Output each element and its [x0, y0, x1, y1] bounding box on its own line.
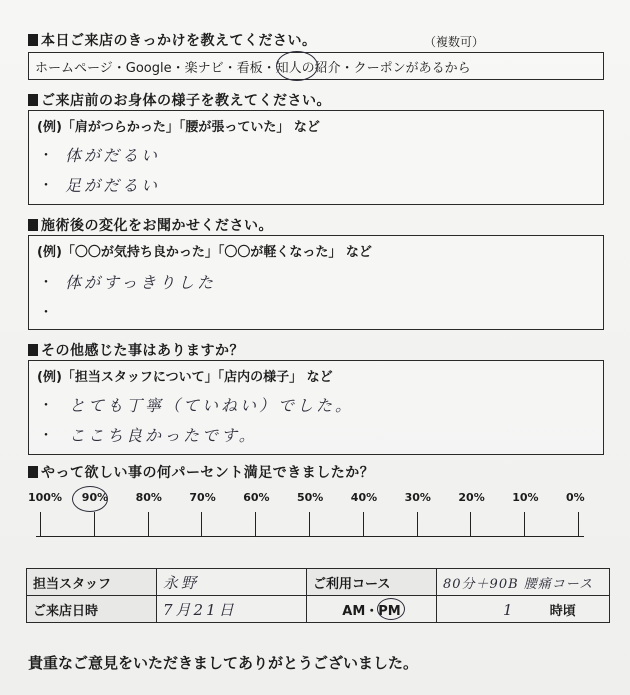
ampm-options: AM・PM — [342, 603, 401, 619]
staff-value: 永野 — [163, 573, 200, 592]
bullet-dot: ・ — [39, 148, 53, 164]
date-value: 7月21日 — [163, 600, 237, 619]
q4-heading: その他感じた事はありますか？ — [28, 340, 244, 360]
bullet-dot: ・ — [39, 398, 53, 414]
scale-label: 30% — [404, 491, 431, 504]
bullet-dot: ・ — [39, 428, 53, 444]
q1-note: （複数可） — [424, 35, 485, 49]
q2-answer-1: 体がだるい — [65, 146, 161, 165]
q1-options: ホームページ・Google・楽ナビ・看板・知人の紹介・クーポンがあるから — [35, 61, 471, 76]
time-label: 時頃 — [549, 603, 576, 619]
scale-label: 50% — [297, 491, 324, 504]
q2-answer-box — [28, 110, 604, 205]
square-bullet-icon — [28, 466, 38, 478]
satisfaction-selection-circle — [72, 486, 108, 512]
staff-cell — [157, 569, 307, 596]
course-label: ご利用コース — [307, 569, 437, 596]
scale-label: 80% — [135, 491, 162, 504]
q3-answer-1: 体がすっきりした — [65, 273, 217, 292]
q5-heading: やって欲しい事の何パーセント満足できましたか？ — [28, 462, 374, 482]
scale-label: 40% — [350, 491, 378, 504]
staff-label: 担当スタッフ — [27, 569, 157, 596]
date-cell — [157, 596, 307, 623]
scale-tick — [524, 512, 525, 536]
satisfaction-scale-line — [36, 536, 584, 537]
scale-label: 10% — [512, 491, 539, 504]
square-bullet-icon — [28, 34, 38, 46]
q3-heading: 施術後の変化をお聞かせください。 — [28, 215, 273, 235]
scale-label: 90% — [81, 491, 109, 504]
closing-message: 貴重なご意見をいただきましてありがとうございました。 — [28, 654, 419, 672]
scale-tick — [201, 512, 202, 536]
q3-example: (例)「〇〇が気持ち良かった」「〇〇が軽くなった」 など — [37, 245, 372, 260]
q2-example: (例)「肩がつらかった」「腰が張っていた」 など — [37, 120, 320, 135]
scale-tick — [255, 512, 256, 536]
scale-tick — [40, 512, 41, 536]
q4-answer-2: ここち良かったです。 — [69, 426, 258, 445]
scale-tick — [578, 512, 579, 536]
time-cell — [437, 596, 610, 623]
q3-answer-box — [28, 235, 604, 330]
scale-tick — [309, 512, 310, 536]
square-bullet-icon — [28, 94, 38, 106]
q4-example: (例)「担当スタッフについて」「店内の様子」 など — [37, 370, 333, 385]
q2-heading: ご来店前のお身体の様子を教えてください。 — [28, 90, 331, 110]
square-bullet-icon — [28, 344, 38, 356]
scale-label: 0% — [566, 491, 585, 504]
scale-label: 20% — [458, 491, 485, 504]
ampm-cell — [307, 596, 437, 623]
q4-answer-box — [28, 360, 604, 455]
date-label: ご来店日時 — [27, 596, 157, 623]
scale-tick — [148, 512, 149, 536]
q1-options-box — [28, 52, 604, 80]
q4-answer-1: とても丁寧（ていねい）でした。 — [69, 396, 355, 415]
visit-info-table — [26, 568, 610, 623]
bullet-dot: ・ — [39, 305, 53, 321]
scale-label: 70% — [189, 491, 216, 504]
scale-tick — [94, 512, 95, 536]
scale-tick — [470, 512, 471, 536]
pm-selection-circle — [377, 598, 405, 620]
bullet-dot: ・ — [39, 275, 53, 291]
scale-tick — [363, 512, 364, 536]
q2-answer-2: 足がだるい — [65, 176, 161, 195]
scale-label: 60% — [243, 491, 270, 504]
course-value: 80分＋90B 腰痛コース — [443, 576, 594, 592]
time-value: 1 — [503, 600, 516, 619]
q1-heading: 本日ご来店のきっかけを教えてください。 — [28, 30, 317, 50]
bullet-dot: ・ — [39, 178, 53, 194]
scale-tick — [417, 512, 418, 536]
square-bullet-icon — [28, 219, 38, 231]
course-cell — [437, 569, 610, 596]
q1-selection-circle — [276, 51, 318, 81]
scale-label: 100% — [28, 491, 62, 504]
